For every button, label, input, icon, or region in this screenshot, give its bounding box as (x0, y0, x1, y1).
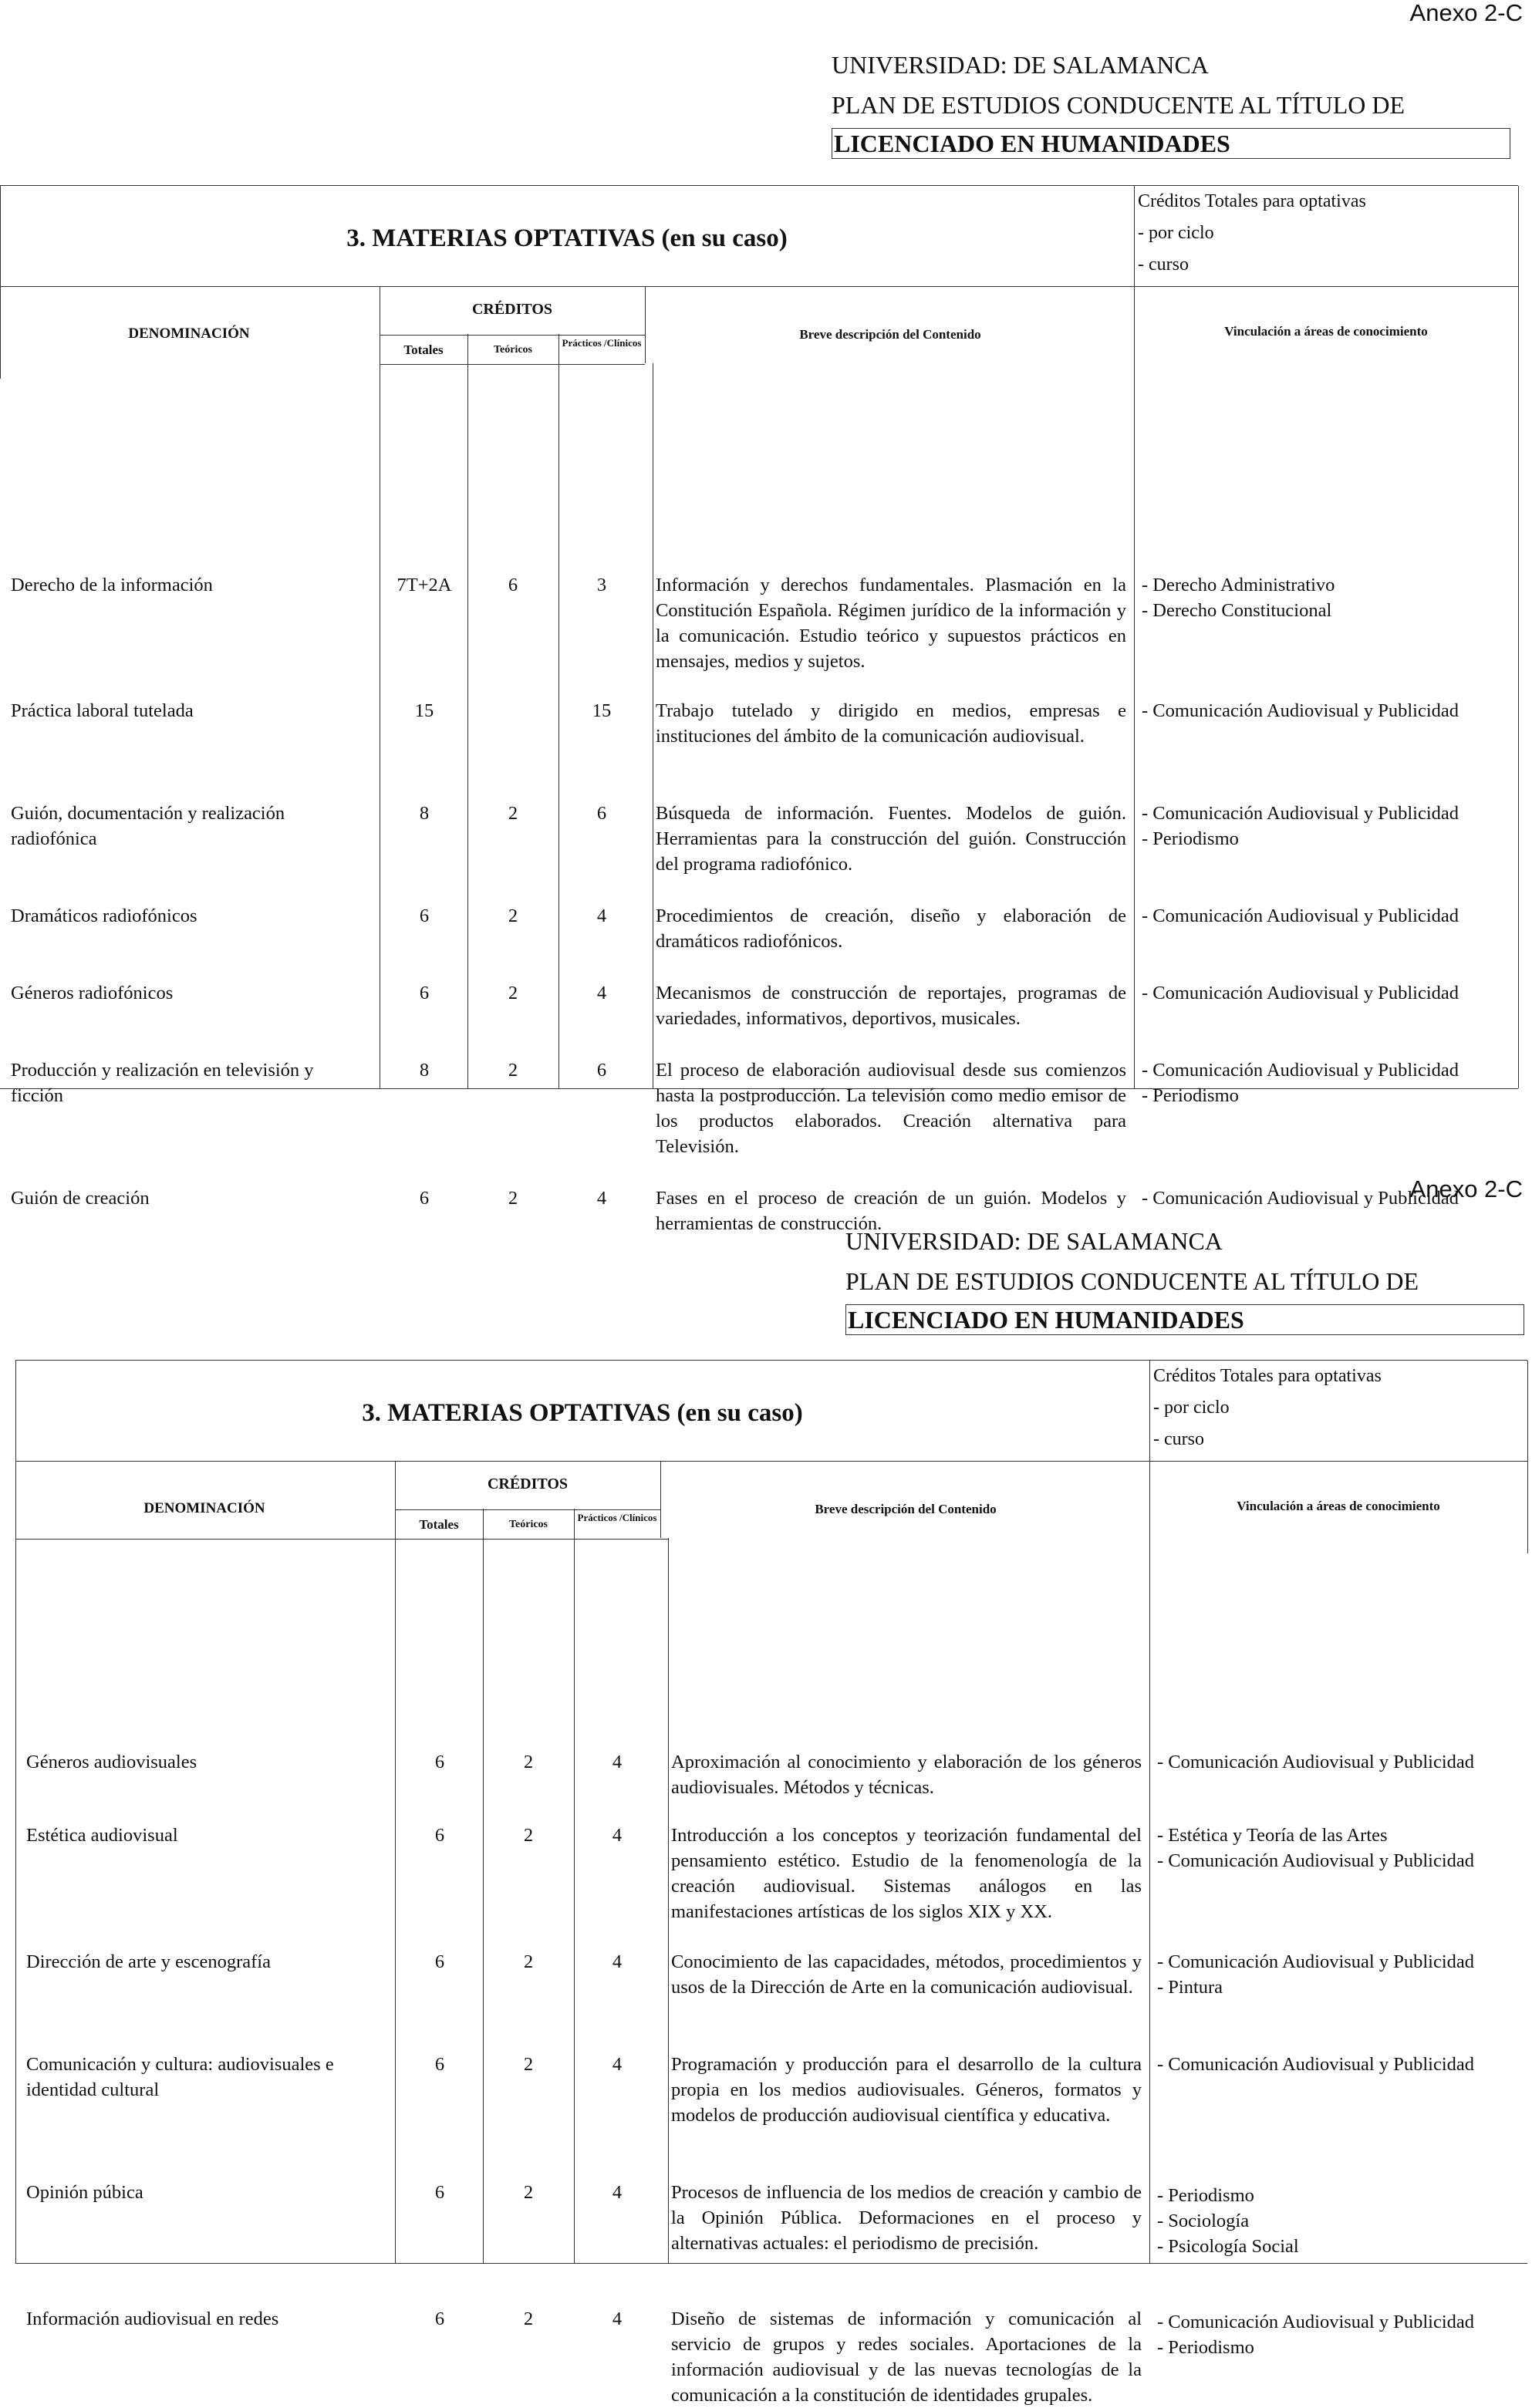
plan-title: PLAN DE ESTUDIOS CONDUCENTE AL TÍTULO DE (832, 91, 1405, 119)
credits-box-line: Créditos Totales para optativas (1138, 191, 1366, 211)
row-name: Comunicación y cultura: audiovisuales e identidad cultural (26, 2054, 334, 2100)
header-vinculacion: Vinculación a áreas de conocimiento (1224, 324, 1428, 339)
row-description: Diseño de sistemas de información y comunicación al servicio de grupos y redes sociales. Aportaciones de la información audiovisual y de las nuevas tecnologías de la comunicación a la constitución de identidades grupales. (671, 2309, 1142, 2406)
area-item: - Periodismo (1142, 828, 1239, 849)
row-practicos: 6 (596, 803, 607, 824)
row-teoricos: 2 (523, 2054, 534, 2075)
column-headers (0, 287, 1518, 383)
row-teoricos: 2 (523, 1825, 534, 1846)
row-teoricos: 2 (508, 803, 518, 824)
area-item: - Periodismo (1157, 2185, 1254, 2206)
header-creditos: CRÉDITOS (487, 1475, 569, 1492)
row-description: Procesos de influencia de los medios de creación y cambio de la Opinión Pública. Deformaciones en el proceso y alternativas actuales: el periodismo de precisión. (671, 2182, 1142, 2254)
header-teoricos: Teóricos (508, 1519, 548, 1530)
header-practicos: Prácticos /Clínicos (562, 337, 642, 349)
area-item: - Comunicación Audiovisual y Publicidad (1142, 1188, 1459, 1209)
row-teoricos: 2 (508, 906, 518, 926)
row-practicos: 4 (612, 2054, 623, 2075)
row-totales: 6 (419, 906, 430, 926)
degree-title: LICENCIADO EN HUMANIDADES (832, 128, 1510, 159)
plan-title: PLAN DE ESTUDIOS CONDUCENTE AL TÍTULO DE (845, 1267, 1419, 1295)
credits-box-line: - curso (1153, 1429, 1204, 1449)
area-item: - Comunicación Audiovisual y Publicidad (1157, 1752, 1475, 1772)
header-denominacion: DENOMINACIÓN (128, 325, 250, 342)
row-teoricos: 2 (523, 2182, 534, 2203)
row-totales: 8 (419, 1060, 430, 1081)
row-practicos: 4 (596, 983, 607, 1003)
header-denominacion: DENOMINACIÓN (143, 1500, 265, 1516)
row-areas (1157, 2052, 1532, 2077)
area-item: - Comunicación Audiovisual y Publicidad (1142, 700, 1459, 721)
table-title-row (0, 186, 1518, 287)
row-name: Géneros audiovisuales (26, 1752, 197, 1772)
header-descripcion: Breve descripción del Contenido (815, 1502, 997, 1516)
row-totales: 6 (434, 1951, 445, 1972)
row-name: Géneros radiofónicos (11, 983, 174, 1003)
degree-title: LICENCIADO EN HUMANIDADES (845, 1304, 1524, 1335)
row-areas (1142, 980, 1518, 1006)
row-name: Información audiovisual en redes (26, 2309, 279, 2329)
university-name: UNIVERSIDAD: DE SALAMANCA (845, 1227, 1223, 1255)
row-areas (1142, 903, 1518, 929)
row-totales: 6 (434, 2309, 445, 2329)
header-creditos: CRÉDITOS (471, 301, 553, 318)
row-teoricos: 6 (508, 575, 518, 595)
row-description: Búsqueda de información. Fuentes. Modelos de guión. Herramientas para la construcción del guión. Construcción del programa radiofónico. (656, 803, 1126, 875)
row-name: Guión de creación (11, 1188, 150, 1209)
row-areas (1157, 1949, 1532, 2000)
row-description: El proceso de elaboración audiovisual desde sus comienzos hasta la postproducción. La televisión como medio emisor de los productos elaborados. Creación alternativa para Televisión. (656, 1060, 1126, 1157)
header-teoricos: Teóricos (493, 344, 533, 356)
row-practicos: 3 (596, 575, 607, 595)
row-totales: 6 (419, 983, 430, 1003)
row-totales: 8 (419, 803, 430, 824)
row-teoricos: 2 (523, 1951, 534, 1972)
row-name: Opinión púbica (26, 2182, 143, 2203)
university-header (832, 45, 1510, 159)
row-totales: 6 (434, 2054, 445, 2075)
row-practicos: 4 (612, 1825, 623, 1846)
area-item: - Comunicación Audiovisual y Publicidad (1142, 906, 1459, 926)
header-descripcion: Breve descripción del Contenido (799, 327, 981, 342)
row-totales: 15 (414, 700, 434, 721)
row-description: Introducción a los conceptos y teorización fundamental del pensamiento estético. Estudio de la fenomenología de la creación audiovisual. Sistemas análogos en las manifestaciones artísticas de los siglos XIX y XX. (671, 1825, 1142, 1922)
annex-label: Anexo 2-C (1409, 1175, 1523, 1202)
area-item: - Estética y Teoría de las Artes (1157, 1825, 1388, 1846)
row-areas (1142, 572, 1518, 623)
area-item: - Derecho Constitucional (1142, 600, 1332, 621)
credits-box (1134, 186, 1519, 286)
row-areas (1157, 2309, 1532, 2360)
header-totales: Totales (403, 342, 444, 357)
row-teoricos: 2 (523, 2309, 534, 2329)
row-areas (1157, 1823, 1532, 1873)
row-practicos: 4 (612, 2182, 623, 2203)
row-areas (1142, 698, 1518, 723)
credits-box-line: - por ciclo (1138, 223, 1214, 243)
credits-box (1149, 1361, 1528, 1461)
credits-box-line: Créditos Totales para optativas (1153, 1366, 1382, 1386)
header-practicos: Prácticos /Clínicos (577, 1512, 657, 1523)
area-item: - Comunicación Audiovisual y Publicidad (1157, 1850, 1475, 1871)
row-description: Mecanismos de construcción de reportajes, programas de variedades, informativos, deportivos, musicales. (656, 983, 1126, 1029)
row-areas (1142, 1057, 1518, 1108)
row-description: Conocimiento de las capacidades, métodos, procedimientos y usos de la Dirección de Arte en la comunicación audiovisual. (671, 1951, 1142, 1998)
row-name: Derecho de la información (11, 575, 213, 595)
header-totales: Totales (419, 1517, 459, 1532)
row-description: Aproximación al conocimiento y elaboración de los géneros audiovisuales. Métodos y técnicas. (671, 1752, 1142, 1798)
area-item: - Comunicación Audiovisual y Publicidad (1157, 1951, 1475, 1972)
row-practicos: 4 (596, 1188, 607, 1209)
area-item: - Comunicación Audiovisual y Publicidad (1142, 983, 1459, 1003)
row-name: Dirección de arte y escenografía (26, 1951, 271, 1972)
row-areas (1157, 1749, 1532, 1775)
row-name: Dramáticos radiofónicos (11, 906, 197, 926)
area-item: - Periodismo (1157, 2337, 1254, 2358)
row-practicos: 4 (612, 1951, 623, 1972)
row-areas (1142, 801, 1518, 852)
row-totales: 6 (419, 1188, 430, 1209)
row-teoricos: 2 (508, 1060, 518, 1081)
university-header (845, 1221, 1524, 1335)
row-practicos: 4 (596, 906, 607, 926)
row-description: Fases en el proceso de creación de un guión. Modelos y herramientas de construcción. (656, 1188, 1126, 1234)
area-item: - Psicología Social (1157, 2236, 1299, 2257)
section-title: 3. MATERIAS OPTATIVAS (en su caso) (362, 1399, 803, 1427)
university-name: UNIVERSIDAD: DE SALAMANCA (832, 51, 1209, 79)
row-totales: 7T+2A (396, 575, 452, 595)
row-practicos: 6 (596, 1060, 607, 1081)
row-description: Trabajo tutelado y dirigido en medios, empresas e instituciones del ámbito de la comunicación audiovisual. (656, 700, 1126, 747)
area-item: - Comunicación Audiovisual y Publicidad (1142, 803, 1459, 824)
area-item: - Comunicación Audiovisual y Publicidad (1142, 1060, 1459, 1081)
area-item: - Comunicación Audiovisual y Publicidad (1157, 2054, 1475, 2075)
row-totales: 6 (434, 1752, 445, 1772)
row-totales: 6 (434, 1825, 445, 1846)
row-totales: 6 (434, 2182, 445, 2203)
row-practicos: 4 (612, 2309, 623, 2329)
row-name: Práctica laboral tutelada (11, 700, 194, 721)
row-name: Estética audiovisual (26, 1825, 178, 1846)
row-description: Programación y producción para el desarrollo de la cultura propia en los medios audiovisuales. Géneros, formatos y modelos de producción audiovisual científica y educativa. (671, 2054, 1142, 2126)
area-item: - Derecho Administrativo (1142, 575, 1335, 595)
row-teoricos: 2 (508, 983, 518, 1003)
row-name: Guión, documentación y realización radiofónica (11, 803, 285, 849)
column-headers (15, 1462, 1527, 1558)
area-item: - Pintura (1157, 1977, 1223, 1998)
area-item: - Comunicación Audiovisual y Publicidad (1157, 2312, 1475, 2332)
row-description: Información y derechos fundamentales. Plasmación en la Constitución Española. Régimen jurídico de la información y la comunicación. Estudio teórico y supuestos prácticos en mensajes, medios y sujetos. (656, 575, 1126, 672)
row-areas (1157, 2183, 1532, 2259)
row-description: Procedimientos de creación, diseño y elaboración de dramáticos radiofónicos. (656, 906, 1126, 952)
row-practicos: 15 (592, 700, 612, 721)
row-teoricos: 2 (508, 1188, 518, 1209)
area-item: - Periodismo (1142, 1085, 1239, 1106)
credits-box-line: - curso (1138, 255, 1189, 275)
row-name: Producción y realización en televisión y ficción (11, 1060, 314, 1106)
annex-label: Anexo 2-C (1409, 0, 1523, 26)
optativas-table (15, 1360, 1527, 2406)
row-practicos: 4 (612, 1752, 623, 1772)
credits-box-line: - por ciclo (1153, 1398, 1230, 1418)
row-teoricos: 2 (523, 1752, 534, 1772)
section-title: 3. MATERIAS OPTATIVAS (en su caso) (346, 224, 788, 252)
area-item: - Sociología (1157, 2211, 1250, 2231)
table-title-row (15, 1361, 1527, 1462)
header-vinculacion: Vinculación a áreas de conocimiento (1237, 1499, 1440, 1513)
